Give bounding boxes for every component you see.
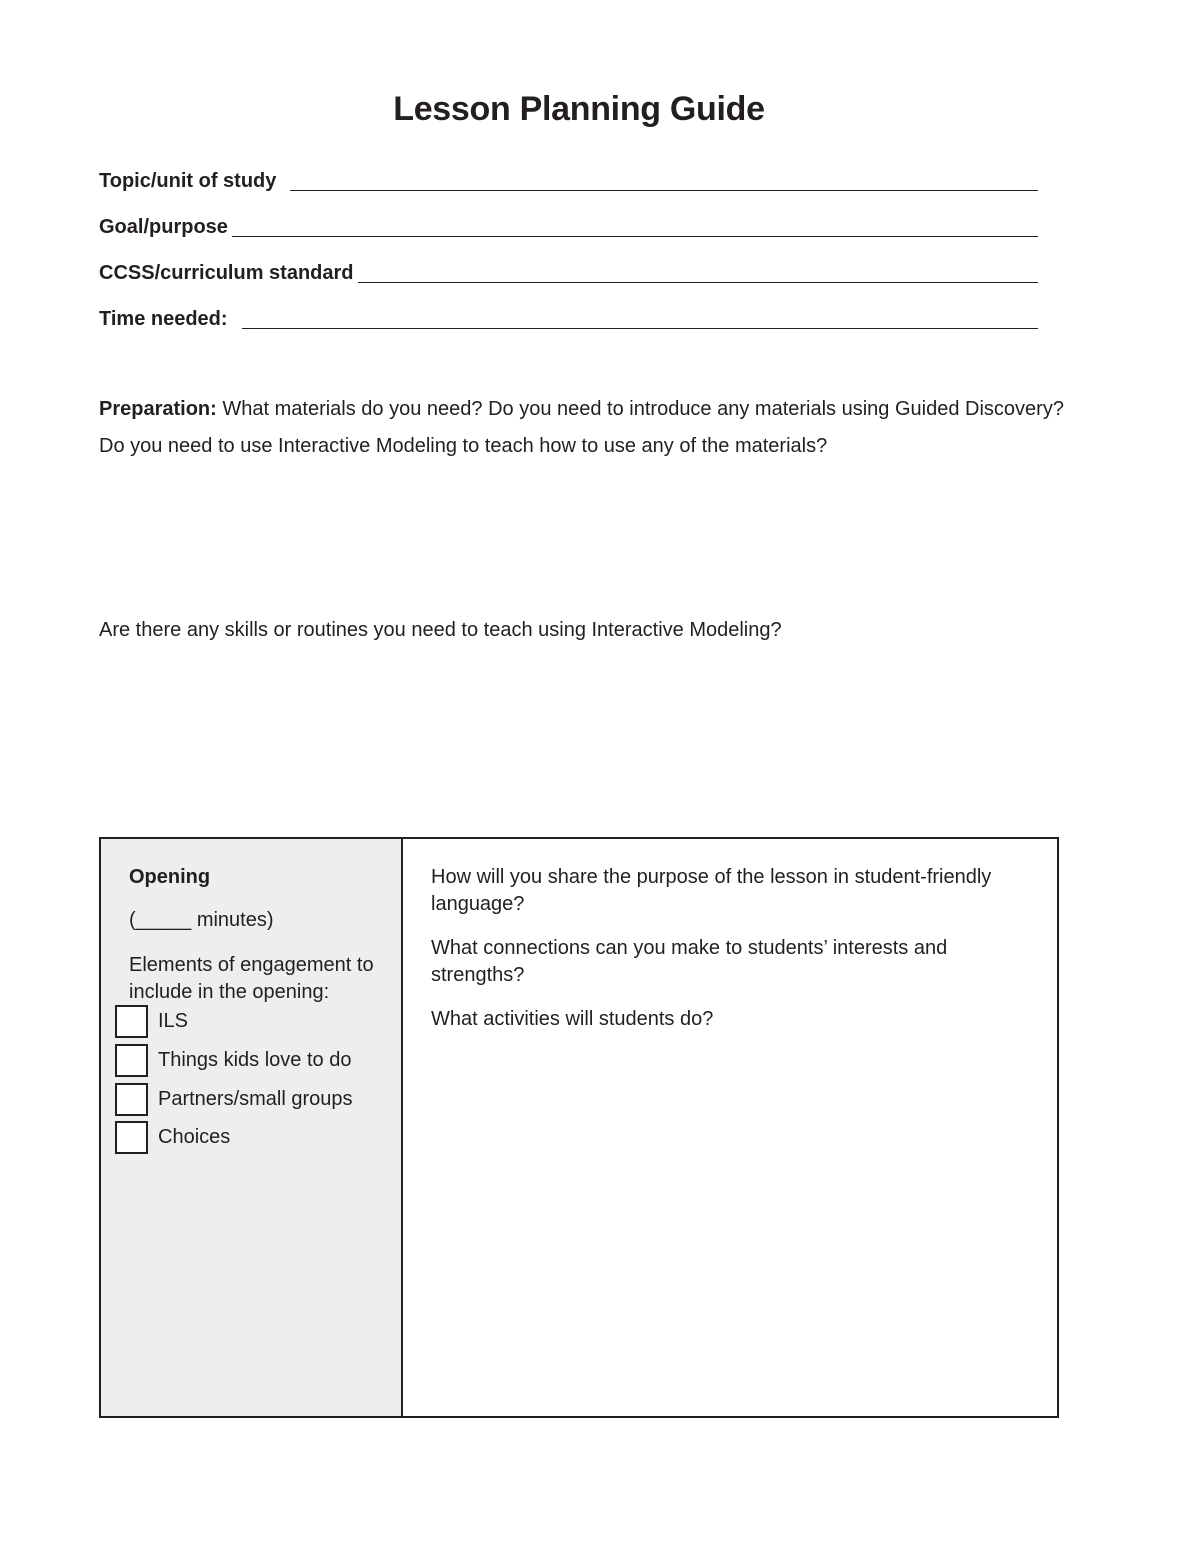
ccss-field bbox=[99, 255, 1038, 285]
opening-title: Opening bbox=[129, 866, 211, 888]
topic-label: Topic/unit of study bbox=[99, 170, 277, 192]
minutes-blank: (_____ minutes) bbox=[129, 909, 274, 931]
elements-label: Elements of engagement to include in the opening: bbox=[129, 954, 374, 1003]
preparation-label: Preparation: bbox=[99, 398, 217, 420]
topic-line[interactable] bbox=[290, 190, 1038, 191]
checkbox[interactable] bbox=[115, 1083, 148, 1116]
time-label: Time needed: bbox=[99, 308, 228, 330]
goal-label: Goal/purpose bbox=[99, 216, 228, 238]
time-field bbox=[99, 301, 1038, 331]
ccss-label: CCSS/curriculum standard bbox=[99, 262, 354, 284]
connections-question: What connections can you make to students’ interests and strengths? bbox=[431, 937, 948, 986]
checklist-label: ILS bbox=[158, 1009, 189, 1032]
time-line[interactable] bbox=[242, 328, 1038, 329]
checklist-item[interactable] bbox=[115, 1119, 230, 1155]
checklist-label: Choices bbox=[158, 1125, 231, 1148]
goal-line[interactable] bbox=[232, 236, 1038, 237]
activities-question: What activities will students do? bbox=[431, 1008, 714, 1030]
checklist-item[interactable] bbox=[115, 1042, 351, 1078]
skills-question: Are there any skills or routines you need to teach using Interactive Modeling? bbox=[99, 619, 782, 641]
checkbox[interactable] bbox=[115, 1044, 148, 1077]
opening-left-cell bbox=[101, 839, 403, 1416]
opening-table bbox=[99, 837, 1059, 1418]
page-title: Lesson Planning Guide bbox=[393, 90, 765, 128]
checklist-label: Things kids love to do bbox=[158, 1048, 352, 1071]
purpose-question: How will you share the purpose of the lesson in student-friendly language? bbox=[431, 866, 992, 915]
preparation-text: What materials do you need? Do you need to introduce any materials using Guided Discovery? Do you need to use Interactive Modeling to teach how to use any of the materials? bbox=[99, 398, 1064, 457]
checkbox[interactable] bbox=[115, 1005, 148, 1038]
topic-field bbox=[99, 163, 1038, 193]
goal-field bbox=[99, 209, 1038, 239]
checklist-label: Partners/small groups bbox=[158, 1087, 353, 1110]
ccss-line[interactable] bbox=[358, 282, 1038, 283]
checklist-item[interactable] bbox=[115, 1003, 188, 1039]
opening-right-cell[interactable] bbox=[403, 839, 1057, 1416]
checklist-item[interactable] bbox=[115, 1081, 353, 1117]
checkbox[interactable] bbox=[115, 1121, 148, 1154]
preparation-paragraph bbox=[99, 391, 1079, 465]
